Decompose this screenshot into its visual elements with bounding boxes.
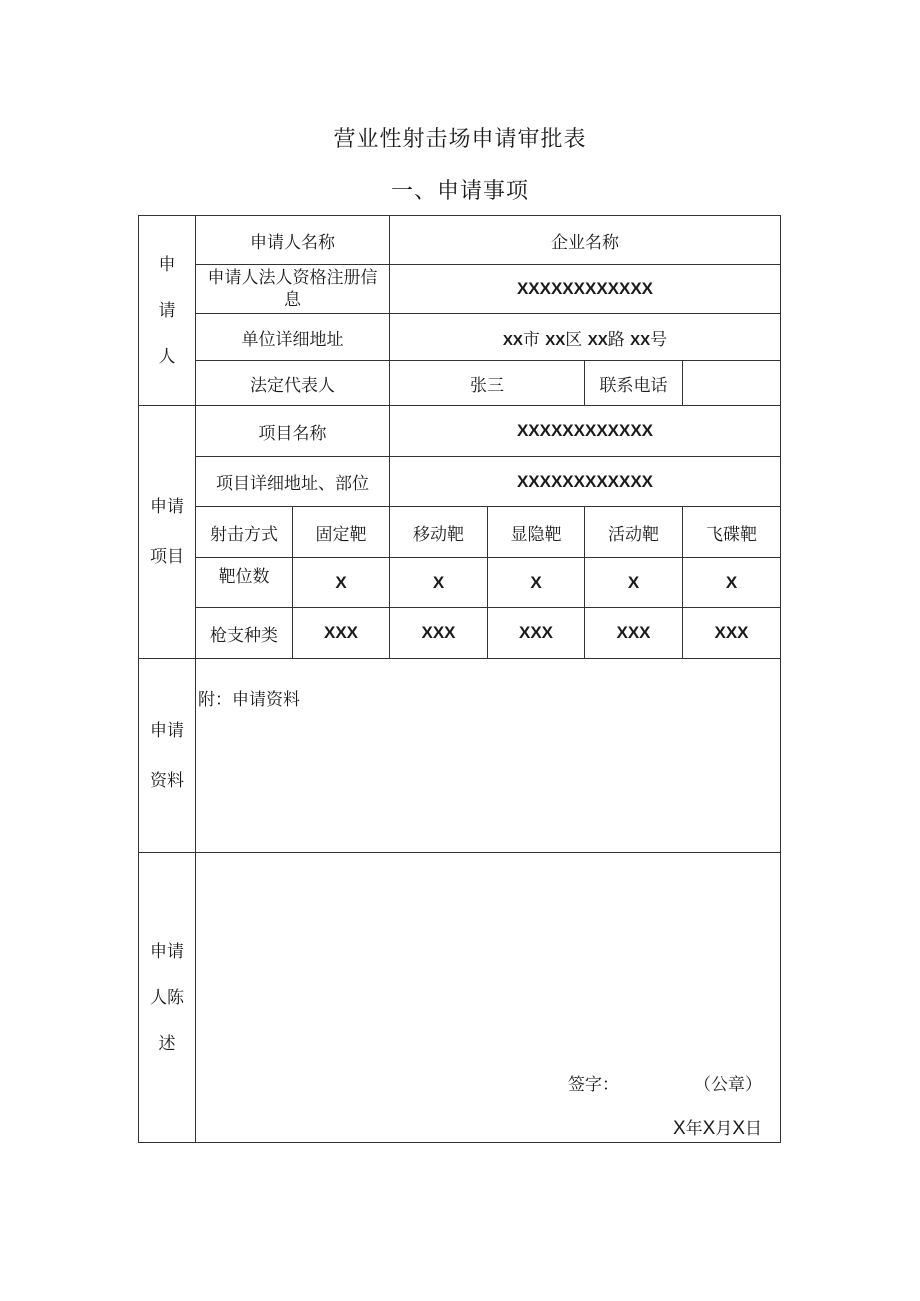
registration-info-value[interactable]: XXXXXXXXXXXX [390,265,781,314]
address-city-part: XX [502,331,523,349]
company-address-label: 单位详细地址 [196,314,390,361]
phone-value[interactable] [683,361,781,406]
gun-type-fixed[interactable]: XXX [293,608,390,659]
official-seal-label: （公章） [694,1075,762,1095]
address-road-suffix: 路 [607,329,625,350]
legal-rep-value[interactable]: 张三 [390,361,585,406]
project-group-line-2: 项目 [150,547,184,567]
page-title: 营业性射击场申请审批表 [333,127,587,152]
gun-type-clay[interactable]: XXX [683,608,781,659]
applicant-group-char-1: 申 [158,254,176,275]
address-road-part: XX [587,331,608,349]
materials-group-line-1: 申请 [150,720,184,741]
legal-rep-label: 法定代表人 [196,361,390,406]
gun-type-label: 枪支种类 [196,608,293,659]
mode-fixed-target: 固定靶 [293,507,390,558]
date-year-unit: 年 [685,1119,703,1139]
address-district-suffix: 区 [565,329,583,350]
signature-label: 签字： [568,1075,619,1095]
statement-group-line-2: 人陈 [150,987,184,1008]
statement-group-line-3: 述 [158,1033,176,1054]
applicant-name-value[interactable]: 企业名称 [390,216,781,265]
materials-group-label [139,659,196,853]
applicant-group-label [139,216,196,406]
project-group-label [139,406,196,659]
mode-clay-target: 飞碟靶 [683,507,781,558]
statement-group-line-1: 申请 [150,941,184,962]
target-count-clay[interactable]: X [683,558,781,608]
address-district-part: XX [545,331,566,349]
target-count-fixed[interactable]: X [293,558,390,608]
materials-group-line-2: 资料 [150,770,184,791]
statement-group-label [139,853,196,1143]
statement-date [673,1114,762,1140]
project-name-value[interactable]: XXXXXXXXXXXX [390,406,781,457]
address-number-part: XX [630,331,651,349]
address-city-suffix: 市 [522,329,540,350]
mode-popup-target: 显隐靶 [488,507,585,558]
gun-type-active[interactable]: XXX [585,608,683,659]
date-day-value: X [732,1118,745,1139]
gun-type-moving[interactable]: XXX [390,608,488,659]
date-day-unit: 日 [745,1119,762,1139]
target-count-moving[interactable]: X [390,558,488,608]
project-group-line-1: 申请 [150,497,184,517]
materials-content[interactable] [196,659,781,853]
materials-attachment-text: 附：申请资料 [198,690,300,710]
shooting-mode-label: 射击方式 [196,507,293,558]
statement-content[interactable] [196,853,781,1143]
date-month-unit: 月 [715,1119,733,1139]
project-address-value[interactable]: XXXXXXXXXXXX [390,457,781,507]
date-year-value: X [672,1118,686,1139]
mode-active-target: 活动靶 [585,507,683,558]
company-address-value[interactable] [390,314,781,361]
registration-info-label-line1: 申请人法人资格注册信 [207,268,378,288]
applicant-name-label: 申请人名称 [196,216,390,265]
target-count-popup[interactable]: X [488,558,585,608]
phone-label: 联系电话 [585,361,683,406]
project-name-label: 项目名称 [196,406,390,457]
registration-info-label [196,265,390,314]
registration-info-label-line2: 息 [284,290,301,310]
project-address-label: 项目详细地址、部位 [196,457,390,507]
applicant-group-char-3: 人 [158,346,176,367]
applicant-group-char-2: 请 [158,300,176,321]
target-count-active[interactable]: X [585,558,683,608]
target-count-label: 靶位数 [196,558,293,608]
application-form-table [138,215,781,1143]
section-title: 一、申请事项 [390,179,529,204]
mode-moving-target: 移动靶 [390,507,488,558]
gun-type-popup[interactable]: XXX [488,608,585,659]
address-number-suffix: 号 [650,329,668,350]
date-month-value: X [702,1118,716,1139]
